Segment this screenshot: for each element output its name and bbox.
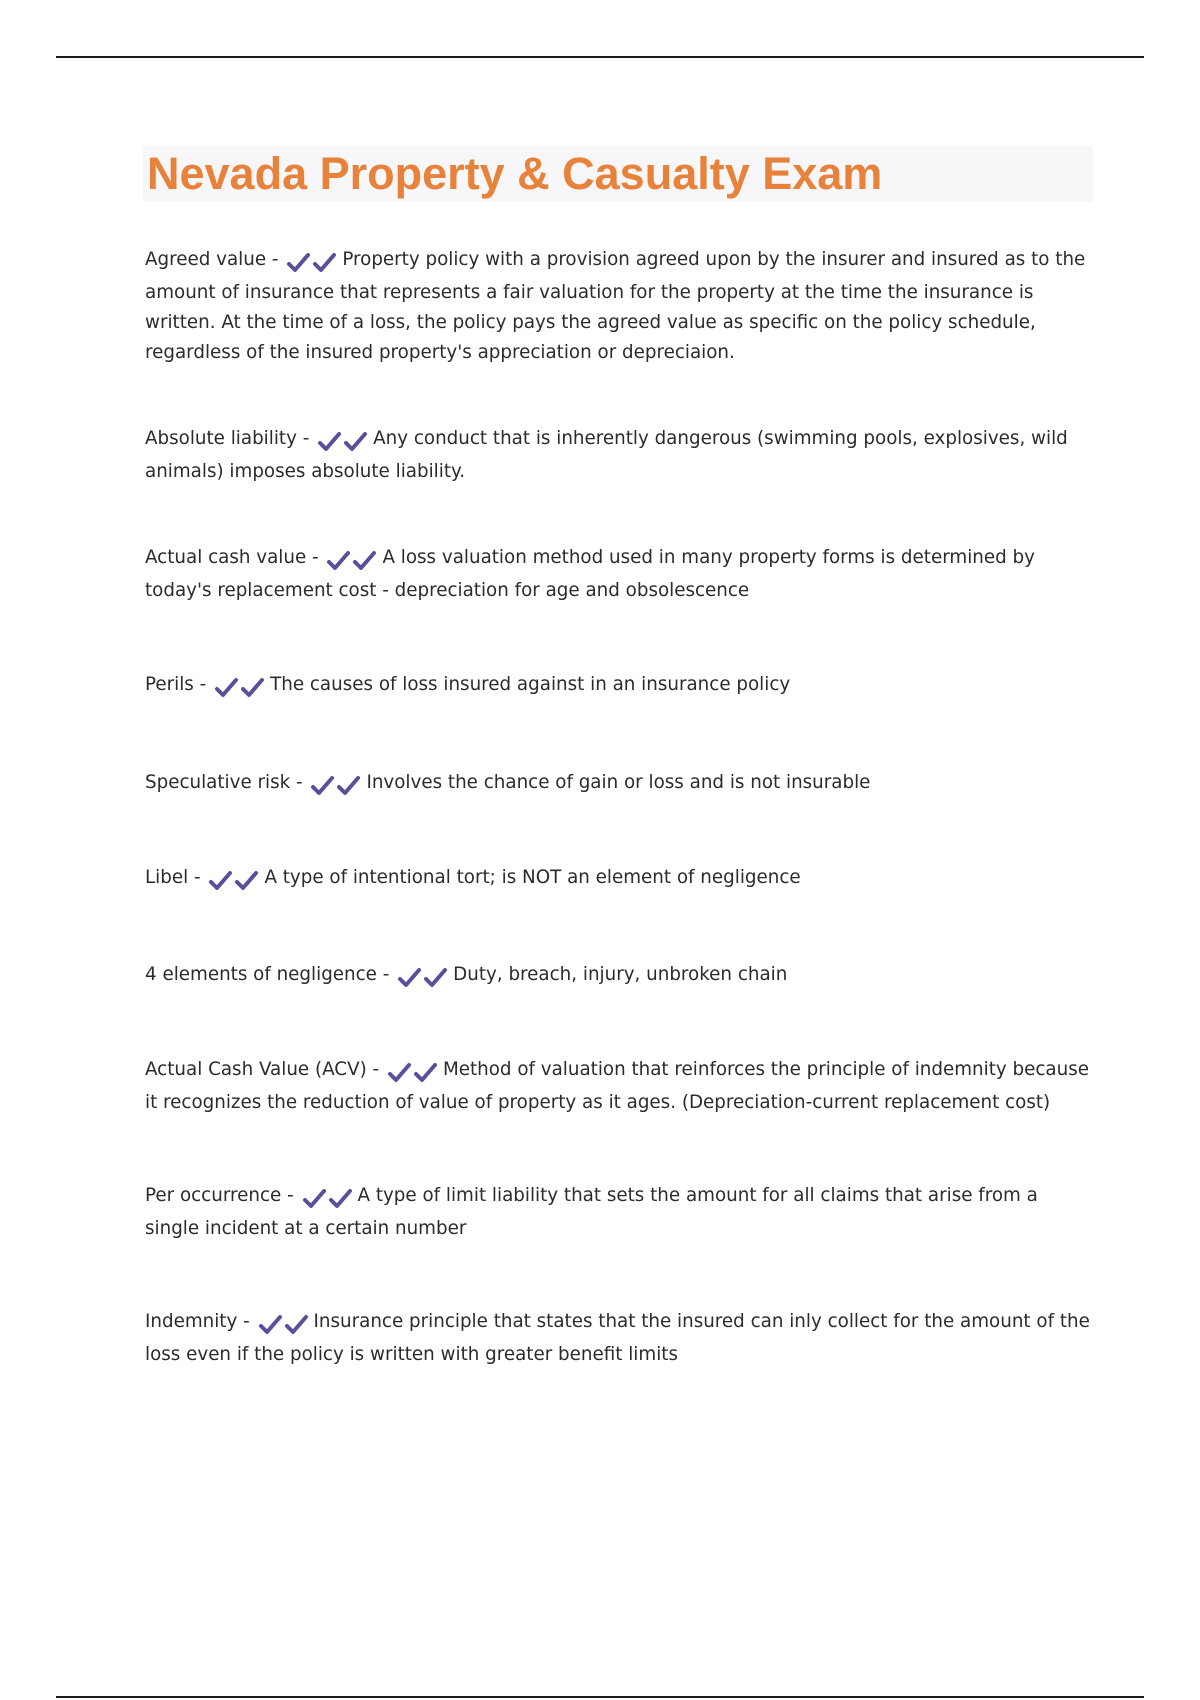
checkmark-icon (336, 775, 362, 797)
flashcard-entry (145, 1055, 1095, 1118)
entry-term: Perils (145, 674, 194, 695)
checkmark-icon (413, 1062, 439, 1084)
flashcard-entry (145, 1307, 1095, 1370)
checkmark-icon (214, 677, 240, 699)
checkmark-icon (326, 550, 352, 572)
double-check-icons (208, 866, 260, 896)
entry-definition: Duty, breach, injury, unbroken chain (453, 964, 788, 985)
entry-term: Agreed value (145, 249, 267, 270)
double-check-icons (258, 1310, 310, 1340)
entry-definition: Any conduct that is inherently dangerous (swimming pools, explosives, wild animals) imposes absolute liability. (145, 428, 1068, 482)
entry-separator: - (266, 249, 285, 270)
flashcard-entry (145, 960, 1095, 993)
entry-separator: - (193, 674, 213, 695)
flashcard-list (145, 245, 1095, 1370)
entry-definition: Insurance principle that states that the insured can inly collect for the amount of the loss even if the policy is written with greater benefit limits (145, 1311, 1090, 1365)
entry-term: Libel (145, 867, 189, 888)
flashcard-entry (145, 768, 1095, 801)
page-title: Nevada Property & Casualty Exam (147, 148, 883, 199)
entry-definition: A type of limit liability that sets the amount for all claims that arise from a single incident at a certain number (145, 1185, 1038, 1239)
flashcard-entry (145, 863, 1095, 896)
double-check-icons (387, 1058, 439, 1088)
flashcard-entry (145, 1181, 1095, 1244)
flashcard-entry (145, 424, 1095, 487)
entry-separator: - (376, 964, 396, 985)
entry-definition: Involves the chance of gain or loss and is not insurable (366, 772, 871, 793)
top-rule (56, 56, 1144, 58)
entry-separator: - (290, 772, 309, 793)
entry-definition: Method of valuation that reinforces the principle of indemnity because it recognizes the reduction of value of property as it ages. (Depreciation-current replacement cost) (145, 1059, 1089, 1113)
entry-term: Indemnity (145, 1311, 238, 1332)
entry-separator: - (281, 1185, 300, 1206)
entry-definition: Property policy with a provision agreed upon by the insurer and insured as to the amount of insurance that represents a fair valuation for the property at the time the insurance is written. At the time of a loss, the policy pays the agreed value as specific on the policy schedule, regardless of the insured property's appreciation or depreciaion. (145, 249, 1086, 363)
entry-separator: - (366, 1059, 385, 1080)
entry-term: Actual Cash Value (ACV) (145, 1059, 367, 1080)
checkmark-icon (208, 870, 234, 892)
checkmark-icon (234, 870, 260, 892)
entry-separator: - (237, 1311, 256, 1332)
entry-definition: The causes of loss insured against in an insurance policy (270, 674, 791, 695)
entry-term: Actual cash value (145, 547, 307, 568)
checkmark-icon (317, 431, 343, 453)
double-check-icons (317, 427, 369, 457)
checkmark-icon (240, 677, 266, 699)
checkmark-icon (397, 967, 423, 989)
flashcard-entry (145, 670, 1095, 703)
checkmark-icon (312, 252, 338, 274)
entry-term: 4 elements of negligence (145, 964, 377, 985)
checkmark-icon (343, 431, 369, 453)
checkmark-icon (302, 1188, 328, 1210)
checkmark-icon (284, 1314, 310, 1336)
checkmark-icon (310, 775, 336, 797)
double-check-icons (326, 546, 378, 576)
entry-term: Speculative risk (145, 772, 291, 793)
double-check-icons (397, 963, 449, 993)
flashcard-entry (145, 245, 1095, 368)
entry-term: Absolute liability (145, 428, 297, 449)
bottom-rule (56, 1696, 1144, 1698)
entry-separator: - (188, 867, 207, 888)
checkmark-icon (258, 1314, 284, 1336)
checkmark-icon (387, 1062, 413, 1084)
double-check-icons (302, 1184, 354, 1214)
checkmark-icon (286, 252, 312, 274)
entry-term: Per occurrence (145, 1185, 282, 1206)
title-band (143, 146, 1093, 202)
double-check-icons (214, 673, 266, 703)
checkmark-icon (328, 1188, 354, 1210)
entry-definition: A type of intentional tort; is NOT an element of negligence (264, 867, 801, 888)
double-check-icons (286, 248, 338, 278)
checkmark-icon (352, 550, 378, 572)
double-check-icons (310, 771, 362, 801)
entry-separator: - (306, 547, 325, 568)
entry-definition: A loss valuation method used in many property forms is determined by today's replacement cost - depreciation for age and obsolescence (145, 547, 1035, 601)
entry-separator: - (296, 428, 316, 449)
flashcard-entry (145, 543, 1095, 606)
checkmark-icon (423, 967, 449, 989)
